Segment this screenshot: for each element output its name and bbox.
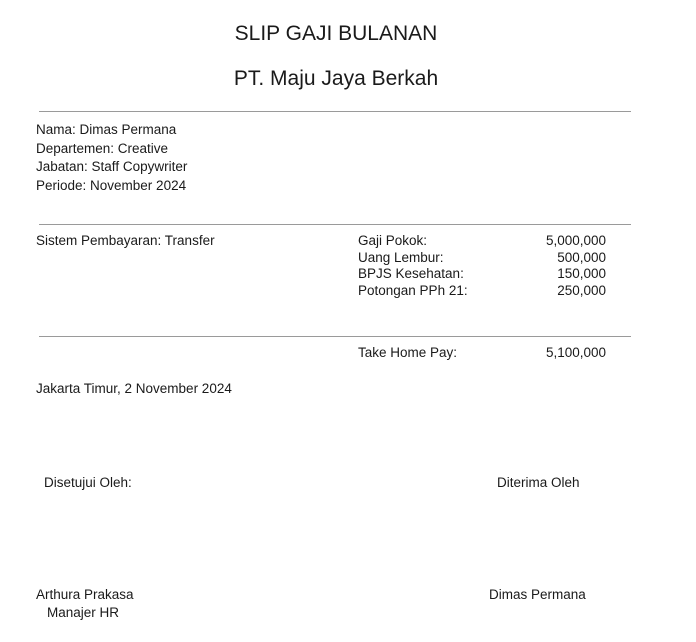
divider xyxy=(39,336,631,337)
salary-label-gaji-pokok: Gaji Pokok: xyxy=(358,233,428,248)
salary-label-pph21: Potongan PPh 21: xyxy=(358,282,468,298)
salary-label-uang-lembur: Uang Lembur: xyxy=(358,249,444,265)
take-home-pay-value: 5,100,000 xyxy=(545,345,606,360)
divider xyxy=(39,224,631,225)
employee-name: Nama: Dimas Permana xyxy=(36,122,177,137)
receiver-name: Dimas Permana xyxy=(489,587,586,602)
salary-labels xyxy=(358,232,468,298)
approver-title: Manajer HR xyxy=(47,605,120,620)
received-by-label: Diterima Oleh xyxy=(497,475,580,490)
salary-value-gaji-pokok: 5,000,000 xyxy=(545,233,606,248)
salary-label-bpjs: BPJS Kesehatan: xyxy=(358,266,464,281)
company-name: PT. Maju Jaya Berkah xyxy=(233,67,439,90)
pay-period: Periode: November 2024 xyxy=(36,177,187,193)
approver-name: Arthura Prakasa xyxy=(36,587,134,602)
payment-system: Sistem Pembayaran: Transfer xyxy=(36,233,215,248)
employee-position: Jabatan: Staff Copywriter xyxy=(36,159,188,174)
place-date: Jakarta Timur, 2 November 2024 xyxy=(36,381,232,396)
divider xyxy=(39,111,631,112)
employee-info xyxy=(36,121,187,195)
salary-value-bpjs: 150,000 xyxy=(557,266,606,281)
salary-value-uang-lembur: 500,000 xyxy=(557,249,606,265)
salary-values xyxy=(520,232,606,298)
employee-department: Departemen: Creative xyxy=(36,140,169,156)
slip-title: SLIP GAJI BULANAN xyxy=(234,22,438,45)
take-home-pay-label: Take Home Pay: xyxy=(358,345,458,360)
approved-by-label: Disetujui Oleh: xyxy=(44,475,132,490)
salary-value-pph21: 250,000 xyxy=(557,282,606,298)
